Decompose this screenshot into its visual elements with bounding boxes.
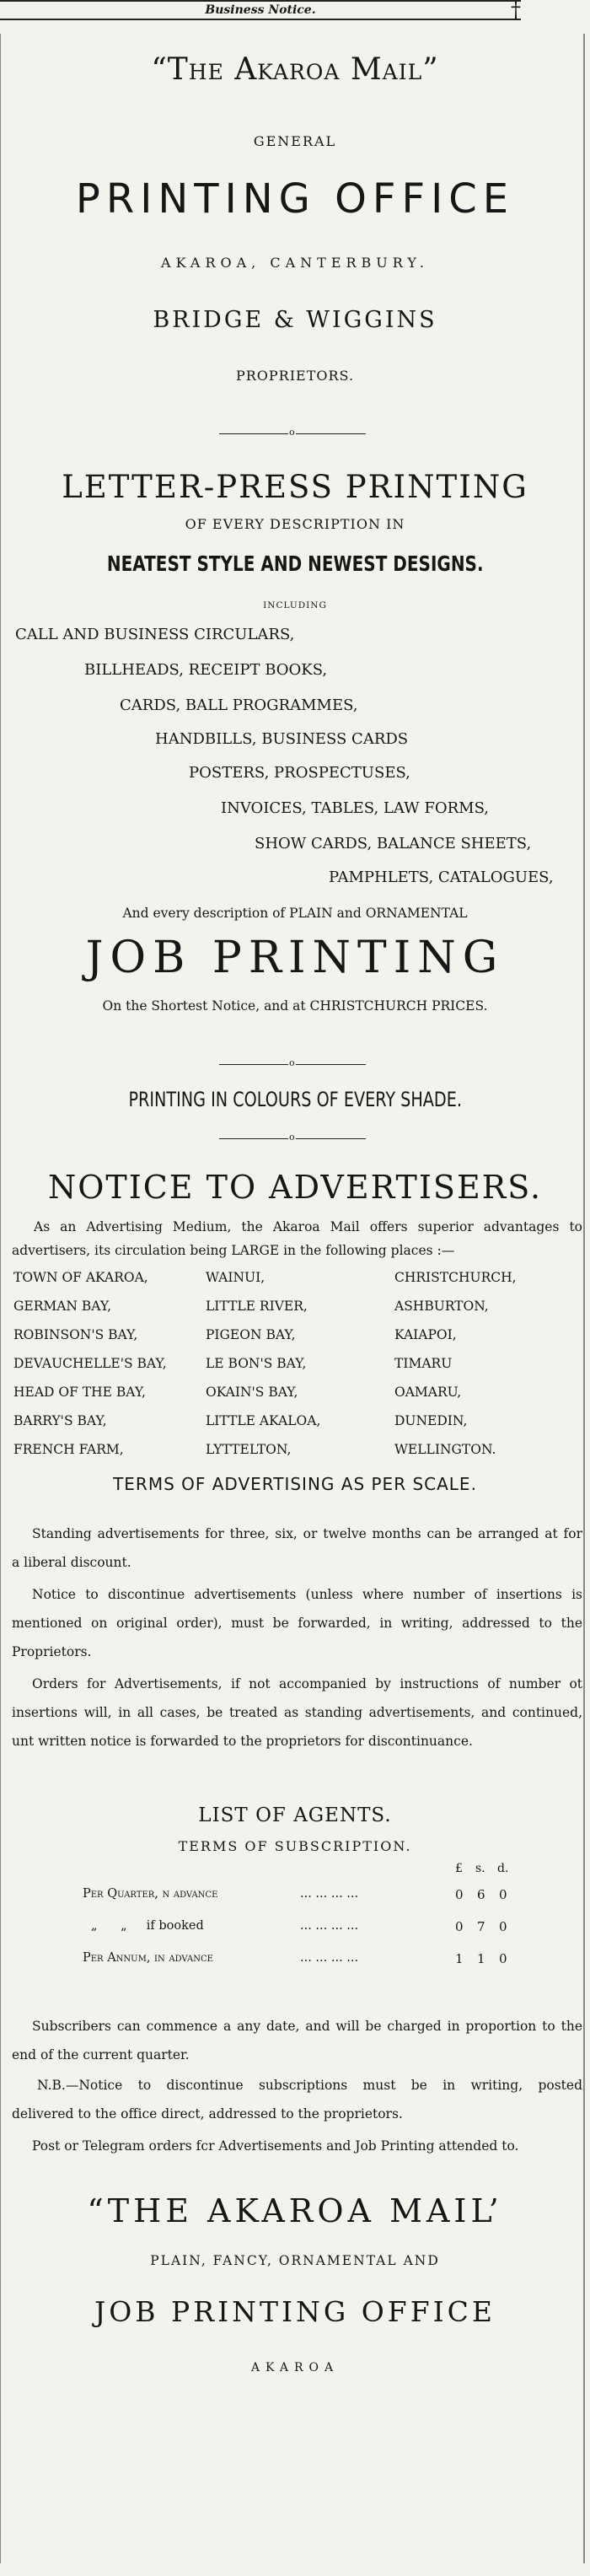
standing-advertisements-paragraph: [12, 1519, 582, 1577]
place-name: LITTLE RIVER,: [206, 1299, 308, 1314]
advertisers-title: NOTICE TO ADVERTISERS.: [47, 1169, 543, 1206]
job-printing-notice: On the Shortest Notice, and at CHRISTCHURCH PRICES.: [102, 998, 488, 1014]
paragraph-line: Standing advertisements for three, six, or twelve months can be arranged at for: [32, 1526, 582, 1541]
place-name: OAMARU,: [394, 1385, 462, 1400]
subscription-pounds: 0: [455, 1919, 464, 1934]
footer-title: “THE AKAROA MAIL’: [87, 2192, 503, 2229]
plain-ornamental-line: And every description of PLAIN and ORNAMENTAL: [122, 906, 468, 921]
subscribers-paragraph: [12, 2012, 582, 2069]
paragraph-line: Orders for Advertisements, if not accompanied by instructions of number ot: [32, 1676, 582, 1691]
subscription-pence: 0: [499, 1919, 507, 1934]
place-name: OKAIN'S BAY,: [206, 1385, 298, 1400]
masthead-proprietors-label: PROPRIETORS.: [235, 368, 355, 384]
advertisers-intro: As an Advertising Medium, the Akaroa Mail offers superior advantages to: [34, 1219, 582, 1234]
place-name: TIMARU: [394, 1356, 453, 1371]
place-name: FRENCH FARM,: [13, 1442, 124, 1457]
subscription-label: Per Quarter, n advance: [83, 1887, 218, 1901]
letterpress-item: HANDBILLS, BUSINESS CARDS: [155, 730, 409, 748]
masthead-printing-office: PRINTING OFFICE: [75, 175, 515, 223]
subscription-title: TERMS OF SUBSCRIPTION.: [178, 1838, 412, 1854]
place-name: GERMAN BAY,: [13, 1299, 112, 1314]
letterpress-title: LETTER-PRESS PRINTING: [62, 469, 528, 505]
place-name: LE BON'S BAY,: [206, 1356, 307, 1371]
paragraph-line: mentioned on original order), must be forwarded, in writing, addressed to the: [12, 1616, 582, 1631]
currency-pounds: £: [455, 1862, 463, 1875]
left-column-rule: [0, 34, 1, 2563]
place-name: CHRISTCHURCH,: [394, 1270, 517, 1285]
paragraph-line: a liberal discount.: [12, 1555, 131, 1570]
place-name: LITTLE AKALOA,: [206, 1413, 321, 1428]
nb-paragraph: [12, 2071, 582, 2128]
paragraph-line: insertions will, in all cases, be treated as standing advertisements, and continued,: [12, 1705, 582, 1720]
subscription-shillings: 1: [477, 1951, 485, 1966]
letterpress-item: CARDS, BALL PROGRAMMES,: [120, 696, 358, 714]
letterpress-item: POSTERS, PROSPECTUSES,: [189, 764, 410, 782]
header-label: Business Notice.: [0, 0, 521, 20]
footer-subtitle: PLAIN, FANCY, ORNAMENTAL AND: [150, 2253, 440, 2268]
masthead-location: AKAROA, CANTERBURY.: [161, 255, 429, 271]
colours-line: PRINTING IN COLOURS OF EVERY SHADE.: [128, 1088, 462, 1111]
currency-pence: d.: [497, 1862, 509, 1875]
post-paragraph: [12, 2132, 582, 2160]
subscription-label: „ „ if booked: [91, 1919, 204, 1933]
subscription-dots: ... ... ... ...: [300, 1919, 359, 1933]
letterpress-item: BILLHEADS, RECEIPT BOOKS,: [84, 661, 328, 679]
paragraph-line: Notice to discontinue advertisements (unless where number of insertions is: [32, 1587, 582, 1602]
place-name: ASHBURTON,: [394, 1299, 489, 1314]
letterpress-item: CALL AND BUSINESS CIRCULARS,: [15, 626, 295, 643]
subscription-dots: ... ... ... ...: [300, 1951, 359, 1965]
advertisers-intro: advertisers, its circulation being LARGE in the following places :—: [12, 1243, 455, 1258]
paragraph-line: N.B.—Notice to discontinue subscriptions must be in writing, posted: [37, 2078, 582, 2093]
masthead-title: “The Akaroa Mail”: [151, 52, 439, 87]
letterpress-description: OF EVERY DESCRIPTION IN: [185, 516, 405, 532]
place-name: WELLINGTON.: [394, 1442, 496, 1457]
job-printing-title: JOB PRINTING: [85, 933, 505, 983]
place-name: LYTTELTON,: [206, 1442, 292, 1457]
subscription-shillings: 7: [477, 1919, 485, 1934]
letterpress-item: PAMPHLETS, CATALOGUES,: [329, 869, 554, 886]
paragraph-line: Post or Telegram orders fcr Advertisements and Job Printing attended to.: [32, 2138, 519, 2154]
currency-shillings: s.: [475, 1862, 485, 1875]
subscription-dots: ... ... ... ...: [300, 1887, 359, 1901]
paragraph-line: Proprietors.: [12, 1644, 92, 1659]
letterpress-including: INCLUDING: [263, 600, 327, 610]
discontinue-paragraph: [12, 1580, 582, 1666]
subscription-shillings: 6: [477, 1887, 485, 1902]
place-name: HEAD OF THE BAY,: [13, 1385, 146, 1400]
place-name: BARRY'S BAY,: [13, 1413, 107, 1428]
letterpress-item: SHOW CARDS, BALANCE SHEETS,: [255, 835, 532, 852]
footer-place: AKAROA: [250, 2361, 340, 2374]
advertising-terms: TERMS OF ADVERTISING AS PER SCALE.: [113, 1474, 477, 1494]
orders-paragraph: [12, 1670, 582, 1756]
masthead-general: GENERAL: [253, 133, 337, 149]
letterpress-style: NEATEST STYLE AND NEWEST DESIGNS.: [106, 551, 484, 576]
subscription-pounds: 0: [455, 1887, 464, 1902]
divider: o: [219, 1138, 366, 1139]
subscription-pence: 0: [499, 1951, 507, 1966]
place-name: PIGEON BAY,: [206, 1327, 296, 1342]
footer-office: JOB PRINTING OFFICE: [94, 2295, 496, 2328]
corner-mark: †: [511, 0, 521, 22]
place-name: WAINUI,: [206, 1270, 266, 1285]
paragraph-line: Subscribers can commence a any date, and will be charged in proportion to the: [32, 2019, 582, 2034]
paragraph-line: end of the current quarter.: [12, 2047, 190, 2062]
divider: o: [219, 433, 366, 434]
masthead-proprietors-names: BRIDGE & WIGGINS: [153, 307, 437, 333]
place-name: TOWN OF AKAROA,: [13, 1270, 148, 1285]
agents-title: LIST OF AGENTS.: [198, 1804, 392, 1826]
divider: o: [219, 1064, 366, 1065]
paragraph-line: unt written notice is forwarded to the proprietors for discontinuance.: [12, 1734, 473, 1749]
place-name: DEVAUCHELLE'S BAY,: [13, 1356, 167, 1371]
subscription-pence: 0: [499, 1887, 507, 1902]
letterpress-item: INVOICES, TABLES, LAW FORMS,: [221, 799, 490, 817]
place-name: ROBINSON'S BAY,: [13, 1327, 138, 1342]
subscription-pounds: 1: [455, 1951, 464, 1966]
paragraph-line: delivered to the office direct, addressed to the proprietors.: [12, 2106, 403, 2122]
subscription-label: Per Annum, in advance: [83, 1951, 213, 1965]
right-column-rule: [583, 34, 585, 2563]
place-name: KAIAPOI,: [394, 1327, 457, 1342]
place-name: DUNEDIN,: [394, 1413, 468, 1428]
